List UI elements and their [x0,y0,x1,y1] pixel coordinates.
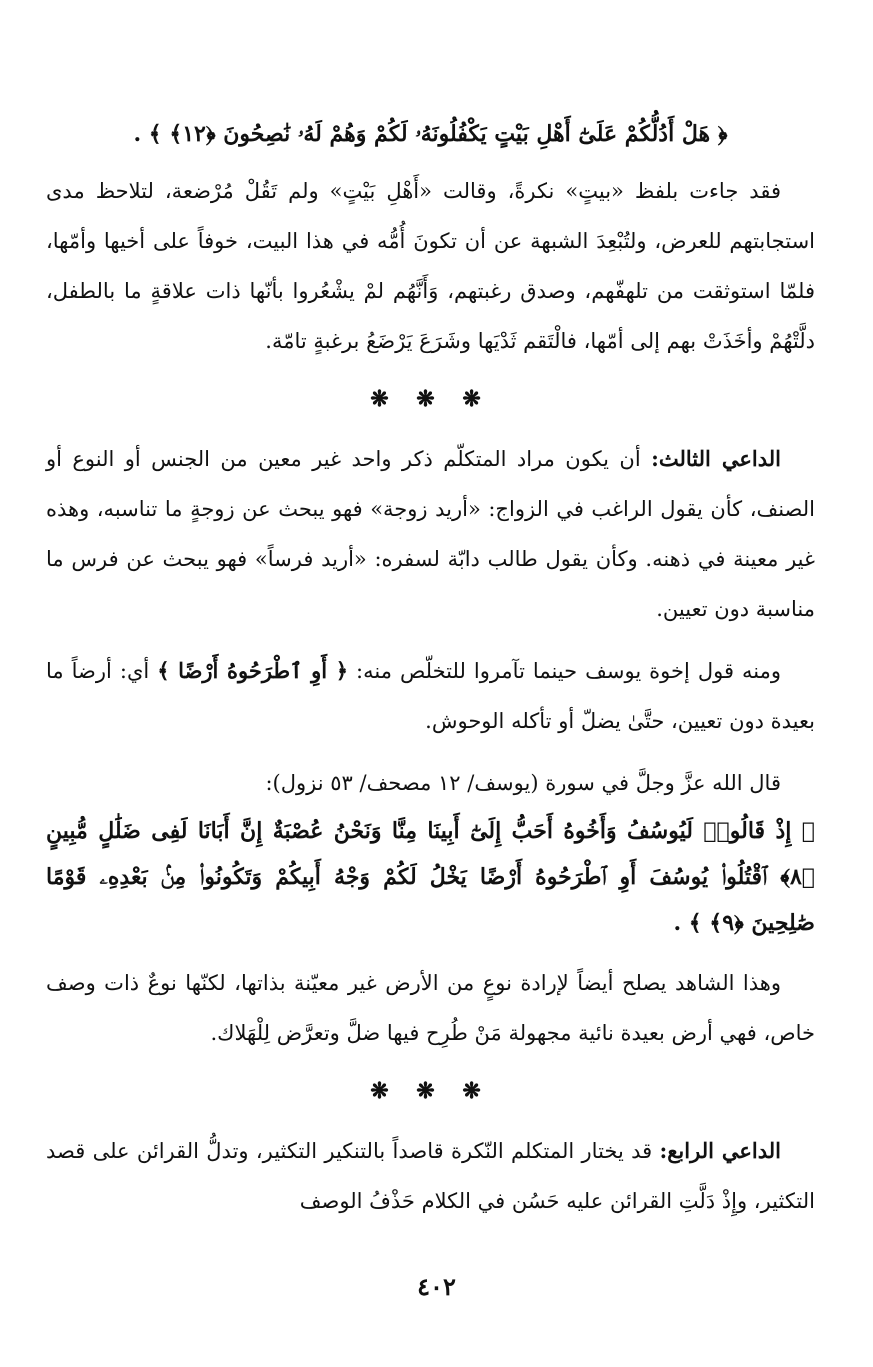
page-body [46,108,815,1367]
fourth-motive-text: قد يختار المتكلم النّكرة قاصداً بالتنكير التكثير، وتدلُّ القرائن على قصد التكثير، وإِذْ دَلَّتِ القرائن عليه حَسُن في الكلام حَذْفُ الوصف [46,1139,815,1213]
yusuf-brothers-quote: ﴿ أَوِ ٱطْرَحُوهُ أَرْضًا ﴾ [157,658,349,683]
third-motive-text: أن يكون مراد المتكلّم ذكر واحد غير معين من الجنس أو النوع أو الصنف، كأن يقول الراغب في الزواج: «أريد زوجة» فهو يبحث عن زوجةٍ ما تناسبه، وهذه غير معينة في ذهنه. وكأن يقول طالب دابّة لسفره: «أريد فرساً» فهو يبحث عن فرس ما مناسبة دون تعيين. [46,447,815,621]
third-motive-label: الداعي الثالث: [651,446,782,471]
paragraph-yusuf-brothers [46,646,815,746]
yusuf-brothers-intro: ومنه قول إخوة يوسف حينما تآمروا للتخلّص منه: [348,659,781,683]
surah-citation: قال الله عزَّ وجلَّ في سورة (يوسف/ ١٢ مصحف/ ٥٣ نزول): [265,771,781,795]
paragraph-fourth-motive [46,1126,815,1226]
page-number: ٤٠٢ [417,1272,456,1301]
paragraph-third-motive [46,434,815,634]
quran-verse-yusuf: ﴿ إِذْ قَالُوا۟ لَيُوسُفُ وَأَخُوهُ أَحَبُّ إِلَىٰٓ أَبِينَا مِنَّا وَنَحْنُ عُصْبَةٌ إِنَّ أَبَانَا لَفِى ضَلَٰلٍ مُّبِينٍ ﴿٨﴾ ٱقْتُلُوا۟ يُوسُفَ أَوِ ٱطْرَحُوهُ أَرْضًا يَخْلُ لَكُمْ وَجْهُ أَبِيكُمْ وَتَكُونُوا۟ مِنۢ بَعْدِهِۦ قَوْمًا صَٰلِحِينَ ﴿٩﴾ ﴾ . [46,818,815,936]
fourth-motive-label: الداعي الرابع: [659,1138,781,1163]
paragraph-evidence: وهذا الشاهد يصلح أيضاً لإرادة نوعٍ من الأرض غير معيّنة بذاتها، لكنّها نوعٌ ذات وصف خاص، فهي أرض بعيدة نائية مجهولة مَنْ طُرِح فيها ضلَّ وتعرَّض لِلْهَلاك. [46,971,815,1045]
section-separator-2: ❋ ❋ ❋ [370,1078,491,1104]
paragraph-bait: فقد جاءت بلفظ «بيتٍ» نكرةً، وقالت «أَهْلِ بَيْتٍ» ولم تَقُلْ مُرْضعة، لتلاحظ مدى استجابتهم للعرض، ولتُبْعِدَ الشبهة عن أن تكونَ أُمُّه في هذا البيت، خوفاً على أخيها وأمّها، فلمّا استوثقت من تلهفّهم، وصدق رغبتهم، وَأَنَّهُم لمْ يشْعُروا بأنّها ذات علاقةٍ ما بالطفل، دلَّتْهُمْ وأخَذَتْ بهم إلى أمّها، فالْتَقم ثَدْيَها وشَرَعَ يَرْضَعُ برغبةٍ تامّة. [46,179,815,353]
section-separator: ❋ ❋ ❋ [370,386,491,412]
yusuf-brothers-explanation: أي: أرضاً ما بعيدة دون تعيين، حتَّىٰ يضلّ أو تأكله الوحوش. [46,659,815,733]
quran-verse-top: ﴿ هَلْ أَدُلُّكُمْ عَلَىٰٓ أَهْلِ بَيْتٍ يَكْفُلُونَهُۥ لَكُمْ وَهُمْ لَهُۥ نَٰصِحُونَ ﴿١٢﴾ ﴾ . [133,121,728,147]
